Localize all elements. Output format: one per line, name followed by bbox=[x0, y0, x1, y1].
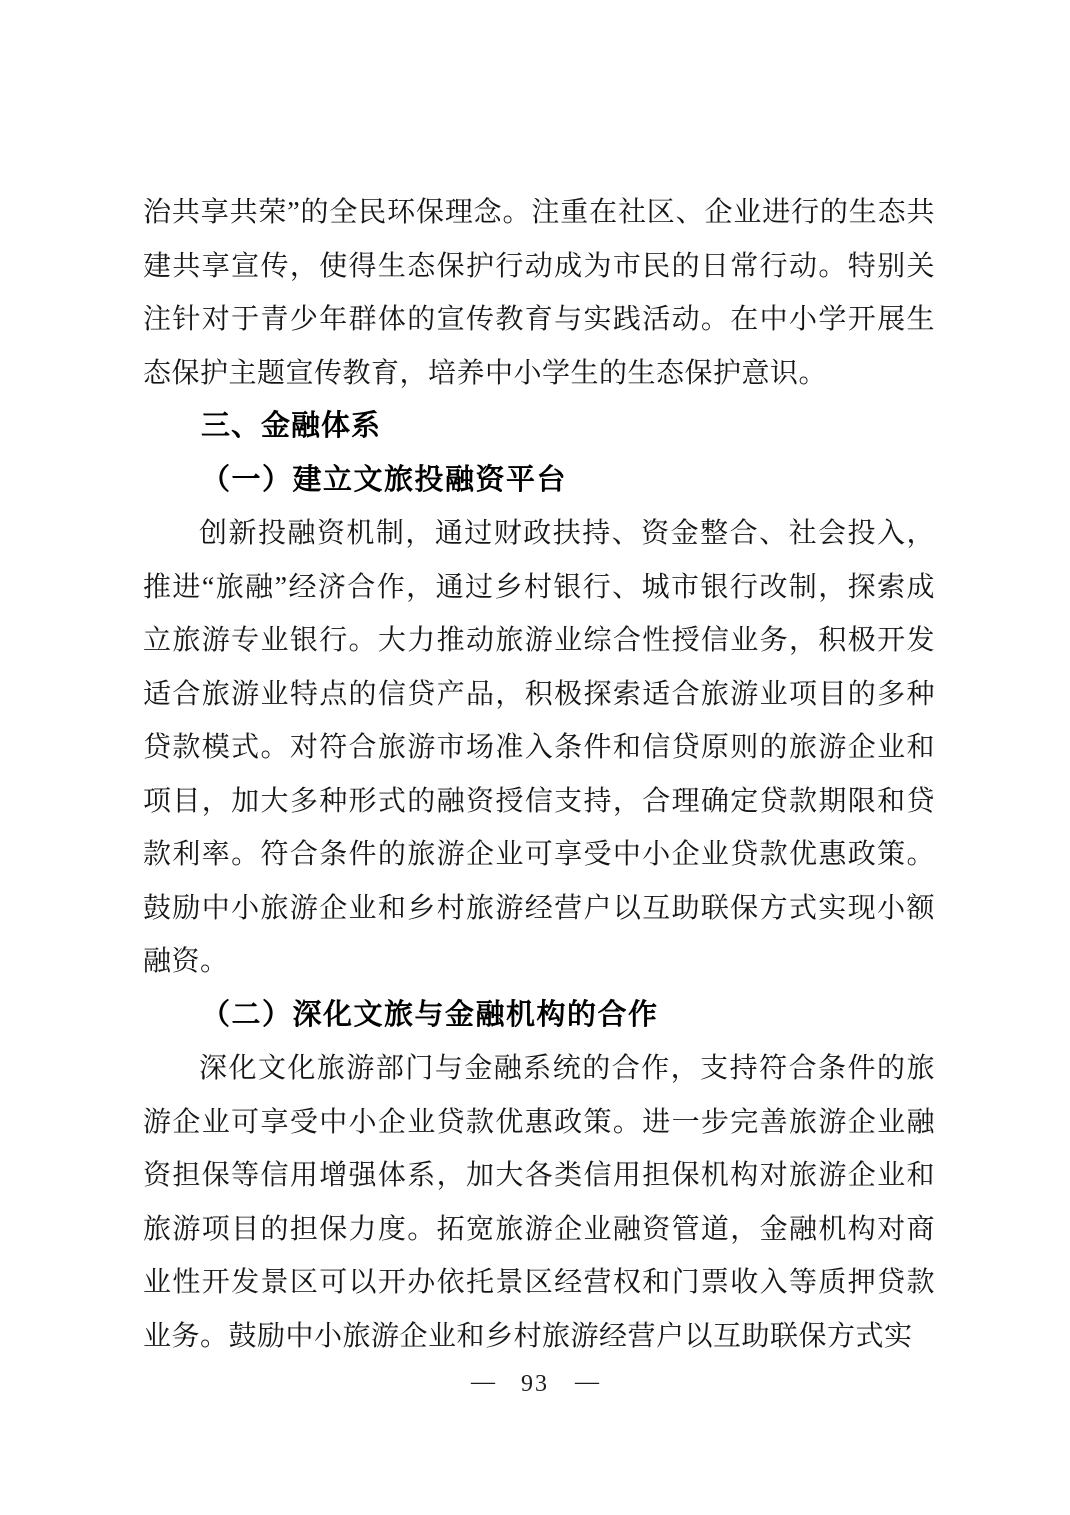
footer-right-dash: — bbox=[575, 1369, 599, 1395]
page-number: 93 bbox=[521, 1371, 549, 1397]
page-body bbox=[143, 186, 935, 1363]
page-footer bbox=[0, 1368, 1070, 1400]
paragraph-continuation: 治共享共荣”的全民环保理念。注重在社区、企业进行的生态共建共享宣传，使得生态保护行动成为市民的日常行动。特别关注针对于青少年群体的宣传教育与实践活动。在中小学开展生态保护主题宣传教育，培养中小学生的生态保护意识。 bbox=[143, 197, 935, 389]
subsection-1-paragraph: 创新投融资机制，通过财政扶持、资金整合、社会投入，推进“旅融”经济合作，通过乡村银行、城市银行改制，探索成立旅游专业银行。大力推动旅游业综合性授信业务，积极开发适合旅游业特点的信贷产品，积极探索适合旅游业项目的多种贷款模式。对符合旅游市场准入条件和信贷原则的旅游企业和项目，加大多种形式的融资授信支持，合理确定贷款期限和贷款利率。符合条件的旅游企业可享受中小企业贷款优惠政策。鼓励中小旅游企业和乡村旅游经营户以互助联保方式实现小额融资。 bbox=[143, 518, 935, 977]
section-heading-finance-system: 三、金融体系 bbox=[201, 410, 382, 442]
footer-left-dash: — bbox=[471, 1369, 495, 1395]
subsection-1-heading: （一）建立文旅投融资平台 bbox=[201, 463, 568, 496]
subsection-2-paragraph: 深化文化旅游部门与金融系统的合作，支持符合条件的旅游企业可享受中小企业贷款优惠政策。进一步完善旅游企业融资担保等信用增强体系，加大各类信用担保机构对旅游企业和旅游项目的担保力度。拓宽旅游企业融资管道，金融机构对商业性开发景区可以开办依托景区经营权和门票收入等质押贷款业务。鼓励中小旅游企业和乡村旅游经营户以互助联保方式实 bbox=[143, 1053, 935, 1352]
subsection-2-heading: （二）深化文旅与金融机构的合作 bbox=[201, 998, 659, 1031]
